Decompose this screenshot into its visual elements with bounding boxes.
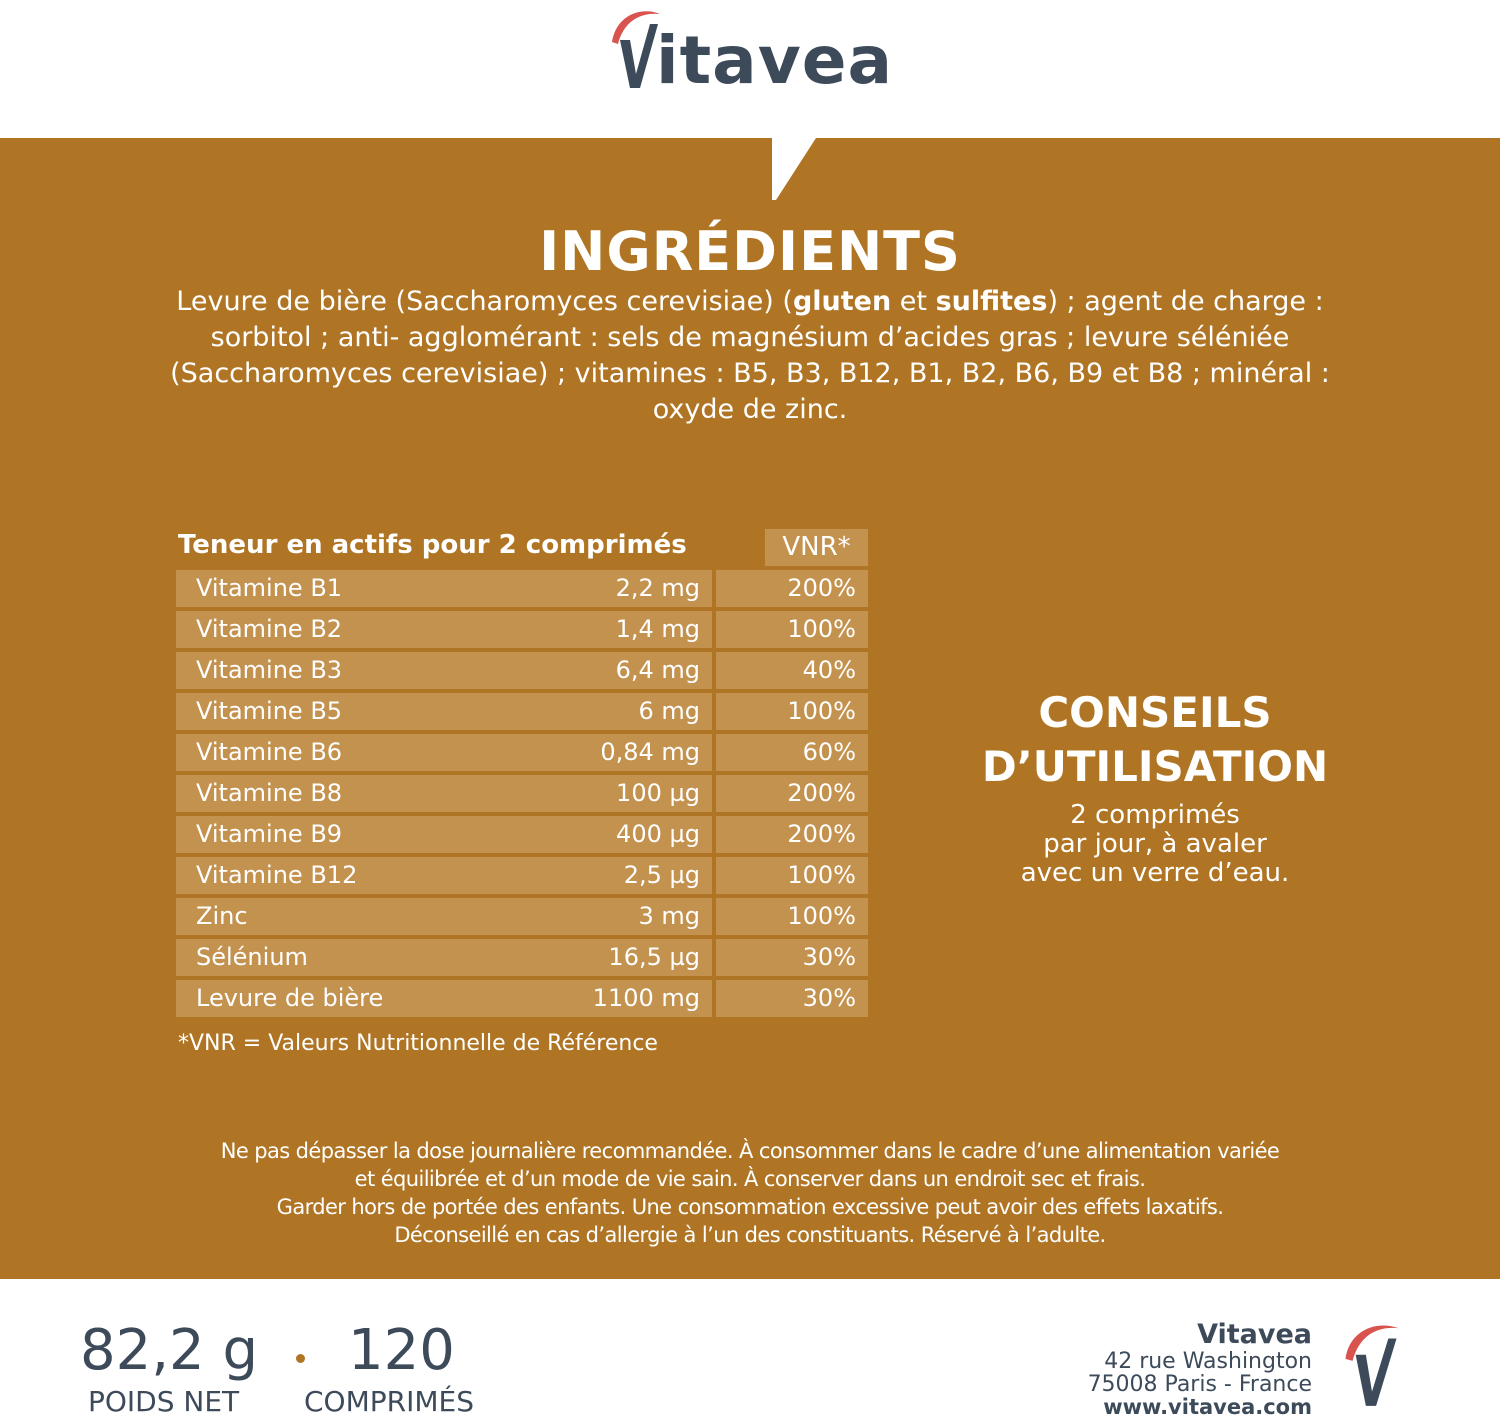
company-address [1040,1320,1312,1418]
nutrient-name: Zinc [196,902,248,930]
tablet-count-value: 120 [348,1318,455,1383]
nutrient-amount: 2,5 µg [623,861,700,889]
nutrient-amount: 6,4 mg [615,656,700,684]
nutrient-name: Sélénium [196,943,308,971]
nutrient-name: Levure de bière [196,984,384,1012]
nutrient-table [176,570,868,1021]
nutrient-amount: 6 mg [638,697,700,725]
nutrient-vnr: 100% [787,902,856,930]
nutrient-vnr: 100% [787,861,856,889]
table-row [176,775,868,812]
separator-dot [296,1354,305,1363]
nutrient-name: Vitamine B5 [196,697,343,725]
nutrient-amount: 1100 mg [592,984,700,1012]
table-row [176,816,868,853]
nutrient-amount: 2,2 mg [615,574,700,602]
table-row [176,857,868,894]
conseils-text: 2 comprimés par jour, à avaler avec un verre d’eau. [1020,800,1290,888]
net-weight-value: 82,2 g [80,1318,259,1383]
nutrient-vnr: 30% [802,943,856,971]
brand-logo-text: itavea [656,22,894,99]
nutrient-vnr: 200% [787,779,856,807]
table-row [176,734,868,771]
nutrient-name: Vitamine B9 [196,820,343,848]
vnr-footnote: *VNR = Valeurs Nutritionnelle de Référence [178,1031,658,1056]
company-name: Vitavea [1197,1319,1312,1350]
nutrient-amount: 400 µg [616,820,700,848]
warnings-text: Ne pas dépasser la dose journalière recommandée. À consommer dans le cadre d’une alimentation variée et équilibrée et d’un mode de vie sain. À conserver dans un endroit sec et frais. Garder hors de portée des enfants. Une consommation excessive peut avoir des effets laxatifs. Déconseillé en cas d’allergie à l’un des constituants. Réservé à l’adulte. [220,1139,1280,1247]
ingredients-text: Levure de bière (Saccharomyces cerevisiae) (gluten et sulfites) ; agent de charge : sorbitol ; anti- agglomérant : sels de magnésium d’acides gras ; levure séléniée (Saccharomyces cerevisiae) ; vitamines : B5, B3, B12, B1, B2, B6, B9 et B8 ; minéral : oxyde de zinc. [170,286,1330,425]
nutrient-vnr: 60% [802,738,856,766]
nutrient-amount: 0,84 mg [600,738,700,766]
nutrient-vnr: 100% [787,697,856,725]
nutrient-name: Vitamine B3 [196,656,343,684]
address-street: 42 rue Washington [1104,1349,1312,1374]
allergen-sulfites: sulfites [935,286,1048,317]
table-row [176,611,868,648]
allergen-gluten: gluten [792,286,892,317]
address-city: 75008 Paris - France [1087,1372,1312,1397]
table-header: Teneur en actifs pour 2 comprimés [178,530,687,560]
nutrient-name: Vitamine B1 [196,574,343,602]
conseils-title: CONSEILS D’UTILISATION [981,688,1329,791]
tablet-count-label: COMPRIMÉS [304,1385,474,1418]
nutrient-vnr: 30% [802,984,856,1012]
header [0,0,1500,138]
nutrient-vnr: 40% [802,656,856,684]
table-row [176,939,868,976]
table-row [176,898,868,935]
nutrient-vnr: 100% [787,615,856,643]
ingredients-title: INGRÉDIENTS [539,220,961,283]
table-row [176,652,868,689]
table-row [176,980,868,1017]
nutrient-amount: 100 µg [616,779,700,807]
nutrient-name: Vitamine B12 [196,861,358,889]
nutrient-vnr: 200% [787,574,856,602]
nutrient-amount: 1,4 mg [615,615,700,643]
nutrient-amount: 3 mg [638,902,700,930]
vitavea-mini-logo-icon [1336,1318,1408,1410]
nutrient-vnr: 200% [787,820,856,848]
nutrient-name: Vitamine B2 [196,615,343,643]
nutrient-amount: 16,5 µg [608,943,700,971]
vnr-header: VNR* [765,529,868,566]
nutrient-name: Vitamine B8 [196,779,343,807]
speech-notch [772,138,816,200]
nutrient-name: Vitamine B6 [196,738,343,766]
net-weight-label: POIDS NET [88,1385,240,1418]
table-row [176,570,868,607]
table-row [176,693,868,730]
website-link[interactable]: www.vitavea.com [1103,1395,1312,1418]
